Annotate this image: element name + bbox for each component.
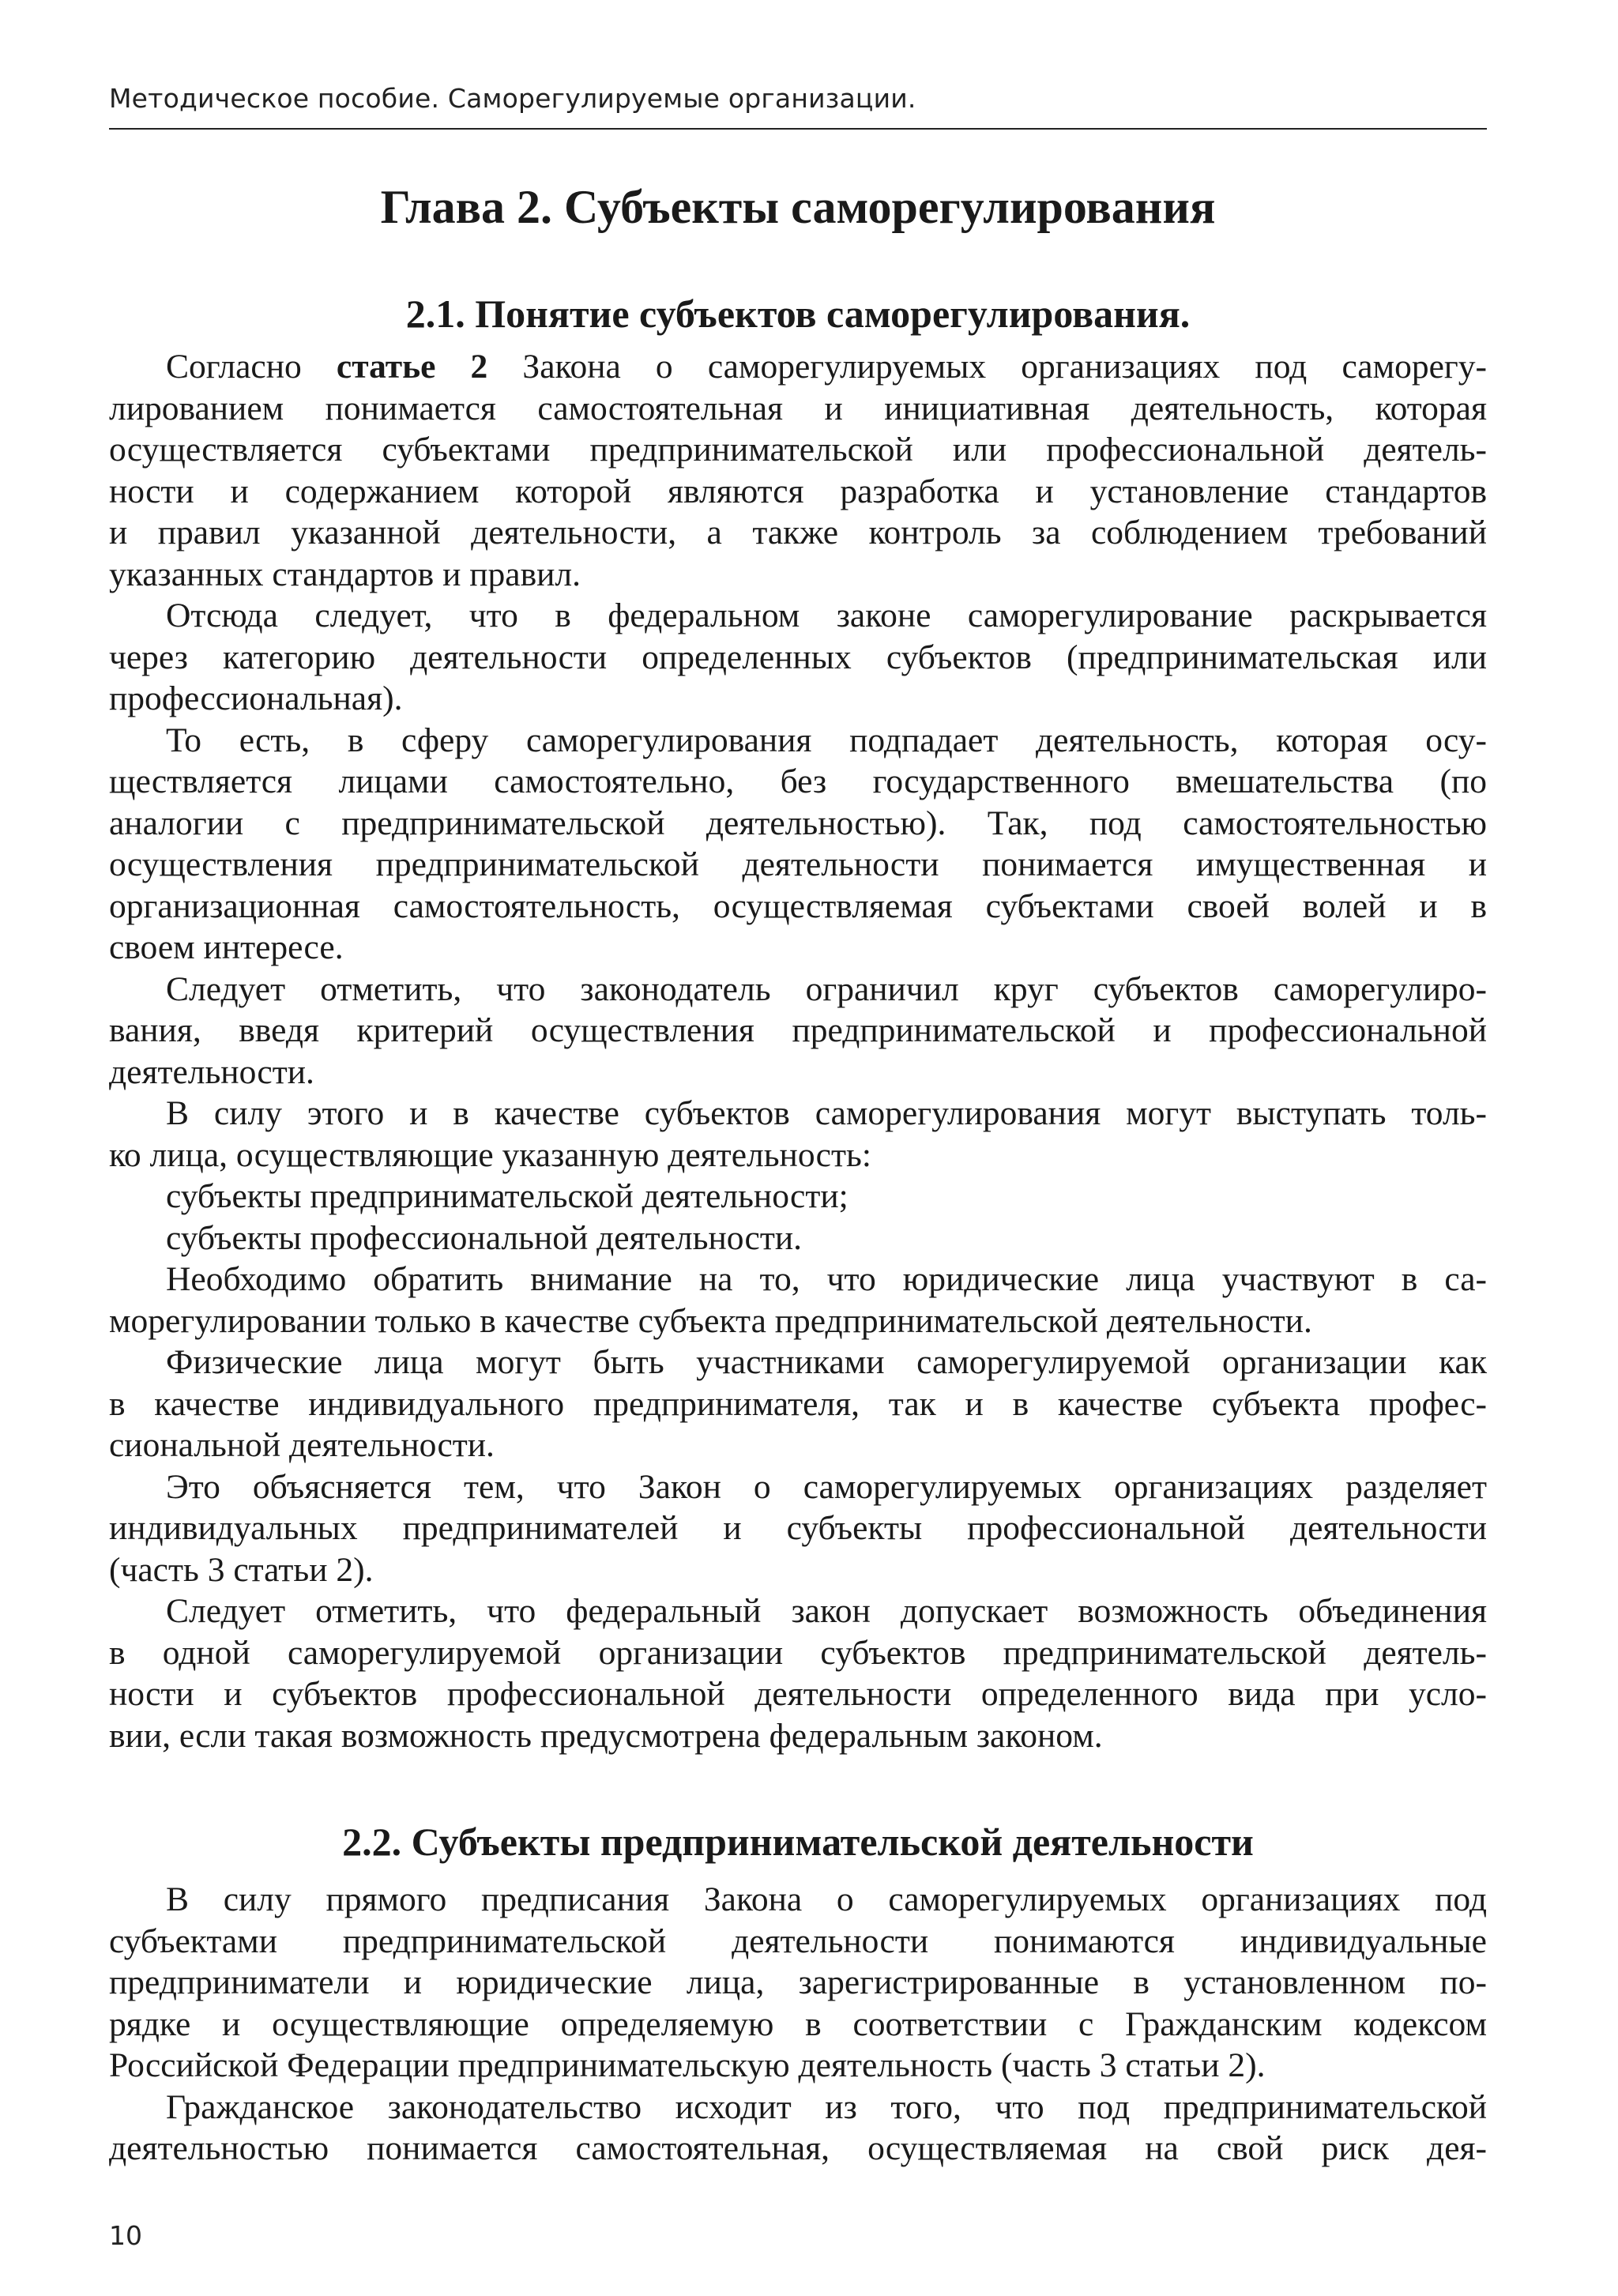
paragraph-line: и правил указанной деятельности, а также контроль за соблюдением требований bbox=[109, 514, 1487, 551]
paragraph-line: вии, если такая возможность предусмотрена федеральным законом. bbox=[109, 1716, 1103, 1755]
header-rule bbox=[109, 128, 1487, 130]
paragraph-line: своем интересе. bbox=[109, 928, 344, 966]
section-2-1-body bbox=[109, 346, 1487, 1756]
paragraph-line: в одной саморегулируемой организации субъектов предпринимательской деятель- bbox=[109, 1633, 1487, 1672]
paragraph-line: аналогии с предпринимательской деятельностью). Так, под самостоятельностью bbox=[109, 804, 1487, 842]
paragraph-line: предприниматели и юридические лица, зарегистрированные в установленном по- bbox=[109, 1963, 1487, 2001]
running-header: Методическое пособие. Саморегулируемые организации. bbox=[109, 83, 916, 114]
paragraph-line: В силу этого и в качестве субъектов саморегулирования могут выступать толь- bbox=[166, 1094, 1487, 1132]
section-2-2-body bbox=[109, 1879, 1487, 2170]
bold-reference: статье 2 bbox=[336, 348, 488, 386]
paragraph-line: ности и содержанием которой являются разработка и установление стандартов bbox=[109, 472, 1487, 510]
paragraph-line: Это объясняется тем, что Закон о саморегулируемых организациях разделяет bbox=[166, 1467, 1487, 1506]
document-page bbox=[109, 0, 1487, 2296]
paragraph-line: Отсюда следует, что в федеральном законе саморегулирование раскрывается bbox=[166, 597, 1487, 634]
paragraph-line: лированием понимается самостоятельная и инициативная деятельность, которая bbox=[109, 389, 1487, 427]
paragraph-line: указанных стандартов и правил. bbox=[109, 555, 581, 593]
paragraph-line: вания, введя критерий осуществления предпринимательской и профессиональной bbox=[109, 1011, 1487, 1049]
paragraph-line: сиональной деятельности. bbox=[109, 1426, 495, 1464]
paragraph-line: деятельности. bbox=[109, 1052, 314, 1091]
paragraph-line: Следует отметить, что законодатель ограничил круг субъектов саморегулиро- bbox=[166, 969, 1487, 1008]
page-number: 10 bbox=[109, 2220, 142, 2251]
paragraph-line: ко лица, осуществляющие указанную деятельность: bbox=[109, 1135, 871, 1174]
paragraph-line: морегулировании только в качестве субъекта предпринимательской деятельности. bbox=[109, 1301, 1312, 1340]
text-run: Согласно bbox=[166, 348, 337, 386]
paragraph-line: через категорию деятельности определенных субъектов (предпринимательская или bbox=[109, 638, 1487, 676]
paragraph-line: В силу прямого предписания Закона о саморегулируемых организациях под bbox=[166, 1880, 1487, 1918]
paragraph-line: профессиональная). bbox=[109, 679, 403, 717]
paragraph-line: субъектами предпринимательской деятельности понимаются индивидуальные bbox=[109, 1921, 1487, 1960]
paragraph-line: Российской Федерации предпринимательскую деятельность (часть 3 статьи 2). bbox=[109, 2046, 1266, 2084]
paragraph-line: осуществляется субъектами предпринимательской или профессиональной деятель- bbox=[109, 431, 1487, 469]
paragraph-line: То есть, в сферу саморегулирования подпадает деятельность, которая осу- bbox=[166, 721, 1487, 759]
text-run: Закона о саморегулируемых организациях под саморегу- bbox=[487, 348, 1488, 386]
list-item: субъекты профессиональной деятельности. bbox=[166, 1218, 803, 1257]
paragraph-line: Необходимо обратить внимание на то, что юридические лица участвуют в са- bbox=[166, 1260, 1487, 1298]
list-item: субъекты предпринимательской деятельности; bbox=[166, 1177, 849, 1215]
section-title-2-2: 2.2. Субъекты предпринимательской деятельности bbox=[342, 1820, 1254, 1864]
paragraph-line: осуществления предпринимательской деятельности понимается имущественная и bbox=[109, 845, 1487, 883]
paragraph-line: ществляется лицами самостоятельно, без государственного вмешательства (по bbox=[109, 762, 1487, 800]
paragraph-line bbox=[109, 346, 1487, 388]
chapter-title: Глава 2. Субъекты саморегулирования bbox=[380, 181, 1216, 233]
paragraph-line: ности и субъектов профессиональной деятельности определенного вида при усло- bbox=[109, 1675, 1487, 1713]
paragraph-line: (часть 3 статьи 2). bbox=[109, 1550, 374, 1589]
paragraph-line: Следует отметить, что федеральный закон допускает возможность объединения bbox=[166, 1592, 1487, 1630]
paragraph-line: Физические лица могут быть участниками саморегулируемой организации как bbox=[166, 1343, 1487, 1381]
paragraph-line: деятельностью понимается самостоятельная, осуществляемая на свой риск дея- bbox=[109, 2129, 1487, 2167]
paragraph-line: рядке и осуществляющие определяемую в соответствии с Гражданским кодексом bbox=[109, 2004, 1487, 2043]
paragraph-line: индивидуальных предпринимателей и субъекты профессиональной деятельности bbox=[109, 1509, 1487, 1547]
paragraph-line: организационная самостоятельность, осуществляемая субъектами своей волей и в bbox=[109, 886, 1487, 925]
paragraph-line: в качестве индивидуального предпринимателя, так и в качестве субъекта профес- bbox=[109, 1384, 1487, 1423]
section-title-2-1: 2.1. Понятие субъектов саморегулирования. bbox=[405, 292, 1191, 336]
paragraph-line: Гражданское законодательство исходит из того, что под предпринимательской bbox=[166, 2087, 1487, 2126]
